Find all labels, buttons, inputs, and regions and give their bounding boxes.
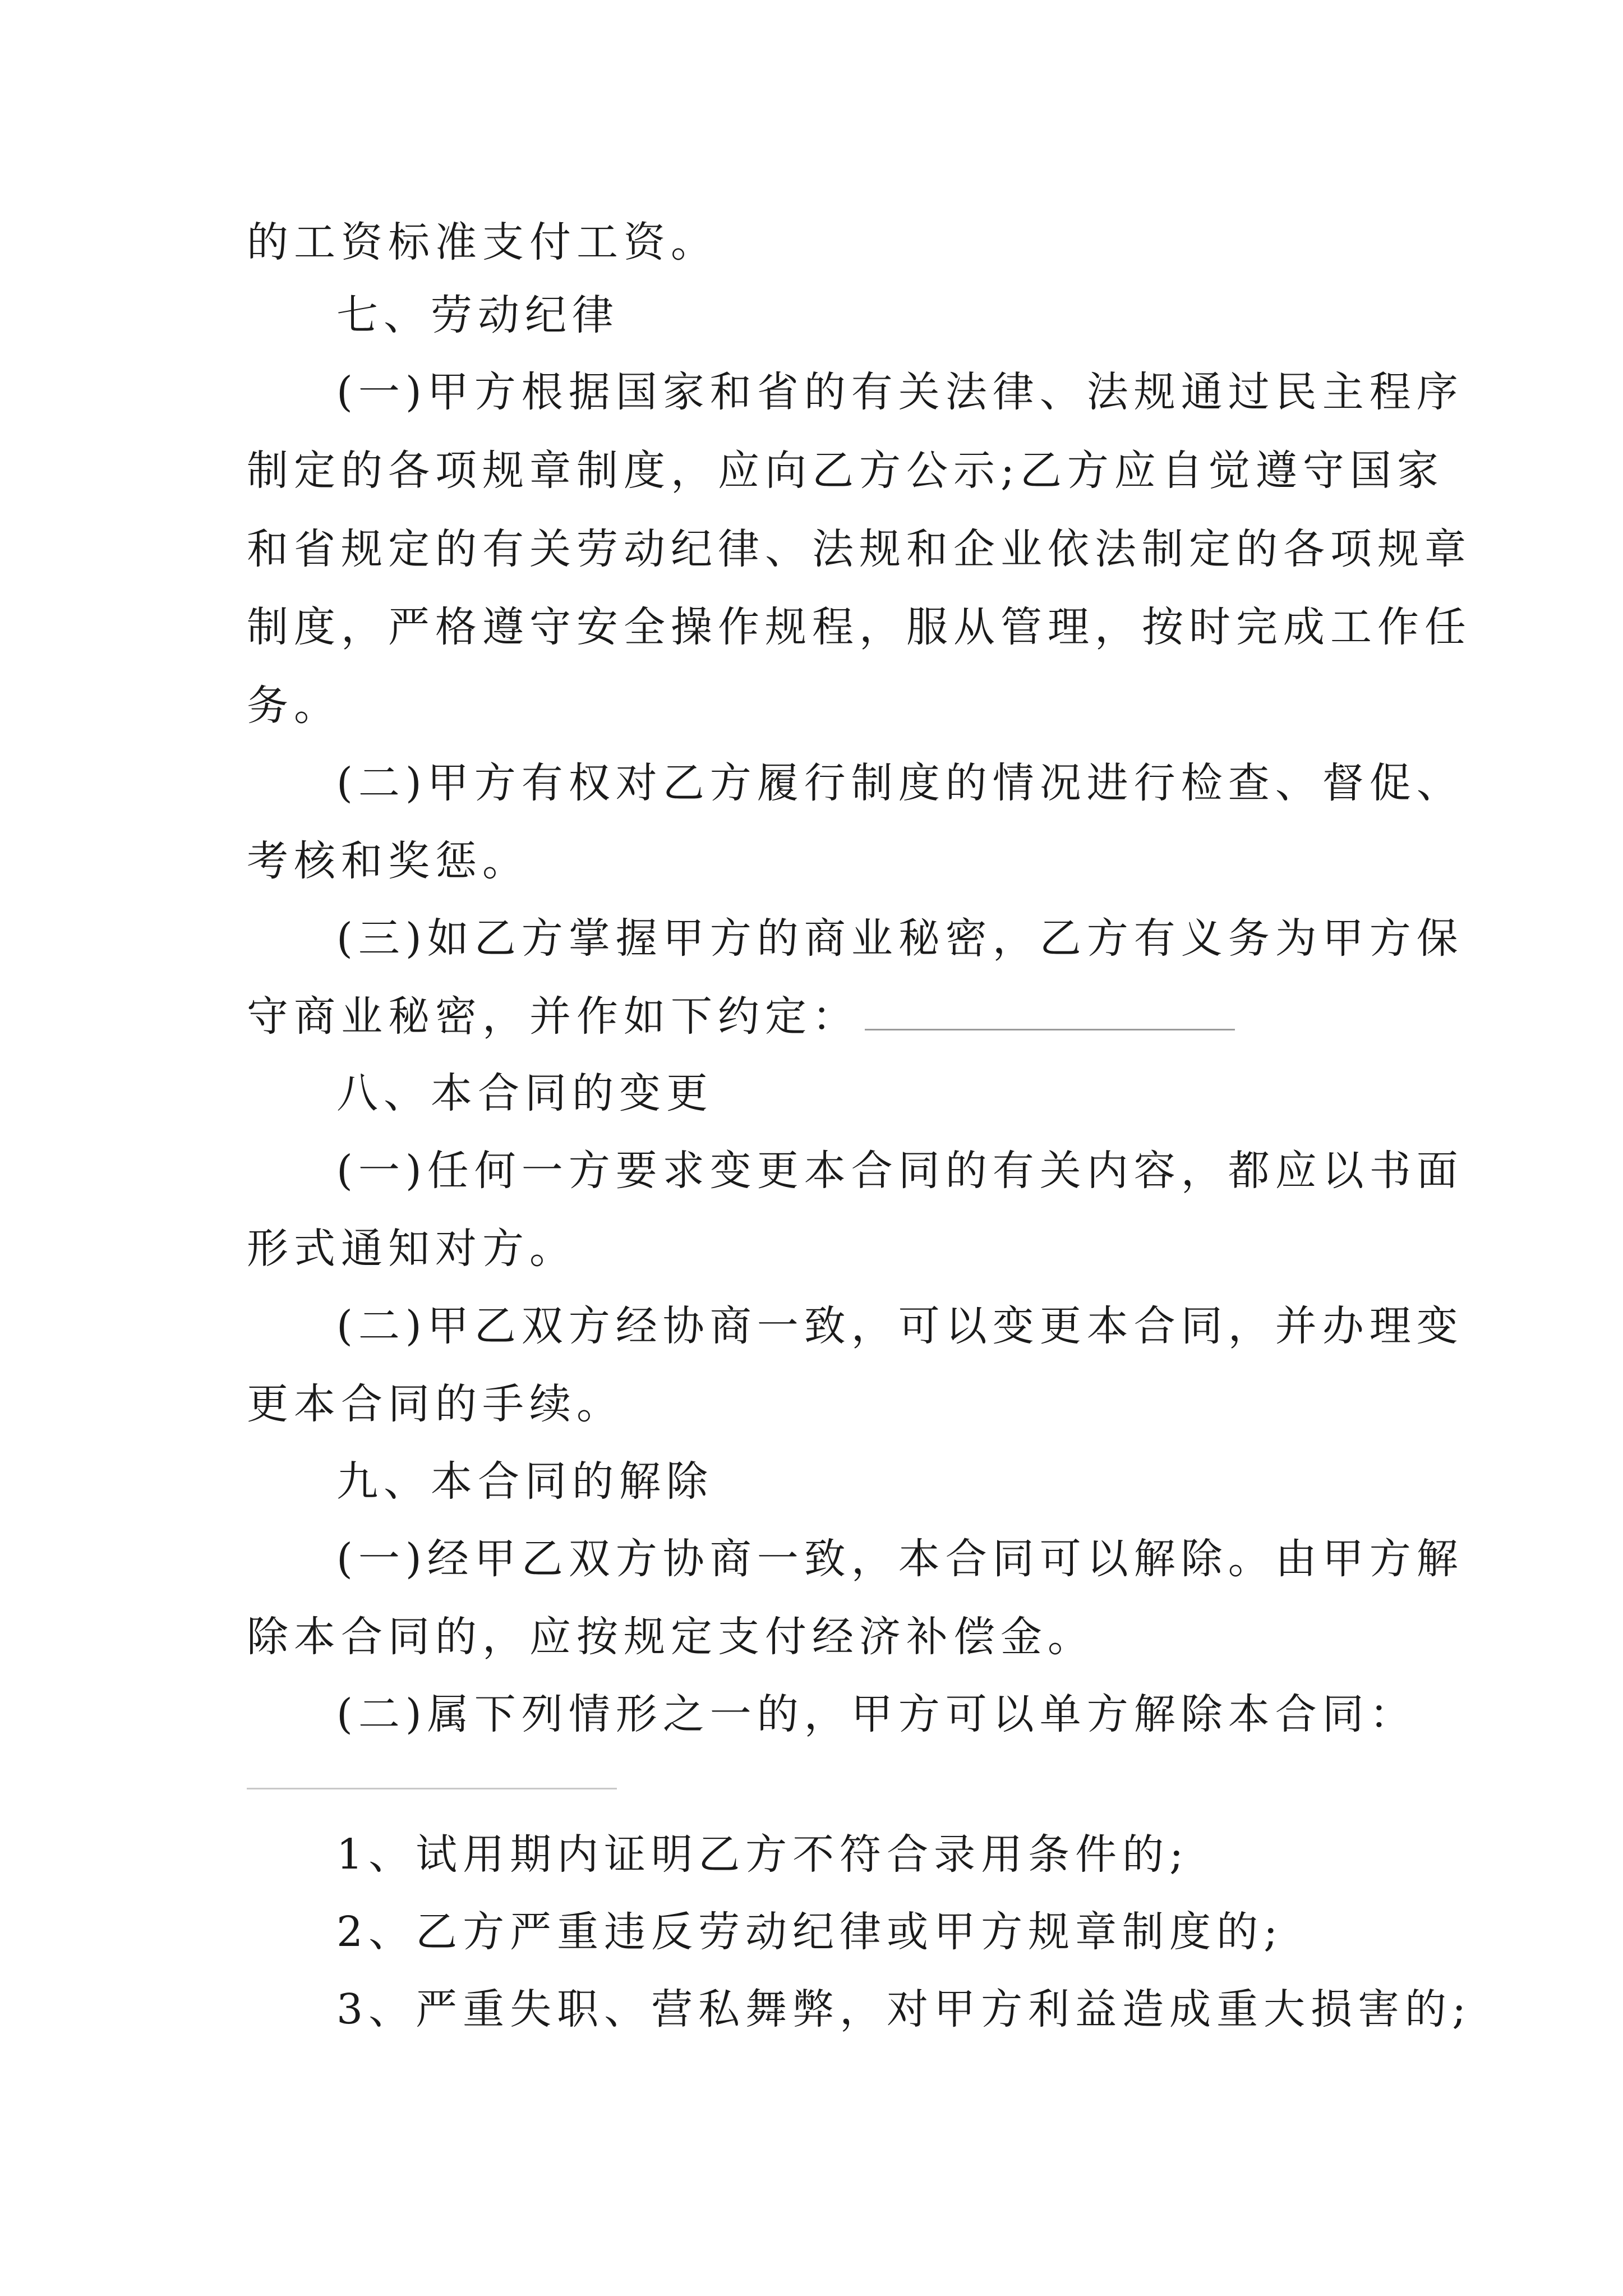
- paragraph-text: 守商业秘密，并作如下约定：: [247, 992, 859, 1041]
- paragraph-line: 务。: [247, 682, 341, 730]
- page-break-rule: [247, 1788, 617, 1789]
- list-item: 2、乙方严重违反劳动纪律或甲方规章制度的;: [336, 1908, 1284, 1956]
- section-heading-contract-termination: 九、本合同的解除: [336, 1457, 713, 1506]
- paragraph-line: 制定的各项规章制度，应向乙方公示;乙方应自觉遵守国家: [247, 447, 1444, 495]
- paragraph-line: (三)如乙方掌握甲方的商业秘密，乙方有义务为甲方保: [336, 914, 1464, 963]
- paragraph-line: 考核和奖惩。: [247, 837, 529, 885]
- paragraph-line: 除本合同的，应按规定支付经济补偿金。: [247, 1613, 1095, 1661]
- paragraph-line: (二)甲方有权对乙方履行制度的情况进行检查、督促、: [336, 759, 1464, 807]
- paragraph-line: 的工资标准支付工资。: [247, 218, 718, 266]
- paragraph-line-with-blank: [247, 988, 1235, 1045]
- list-item: 1、试用期内证明乙方不符合录用条件的;: [336, 1830, 1189, 1879]
- paragraph-line: 更本合同的手续。: [247, 1380, 624, 1428]
- paragraph-line: (一)任何一方要求变更本合同的有关内容，都应以书面: [336, 1147, 1464, 1195]
- paragraph-line: 形式通知对方。: [247, 1225, 577, 1273]
- paragraph-line: (一)甲方根据国家和省的有关法律、法规通过民主程序: [336, 368, 1464, 416]
- paragraph-line: (二)甲乙双方经协商一致，可以变更本合同，并办理变: [336, 1302, 1464, 1350]
- section-heading-contract-change: 八、本合同的变更: [336, 1069, 713, 1117]
- paragraph-line: 和省规定的有关劳动纪律、法规和企业依法制定的各项规章: [247, 525, 1472, 573]
- paragraph-line: (一)经甲乙双方协商一致，本合同可以解除。由甲方解: [336, 1535, 1464, 1583]
- paragraph-line: 制度，严格遵守安全操作规程，服从管理，按时完成工作任: [247, 603, 1472, 651]
- paragraph-line: (二)属下列情形之一的，甲方可以单方解除本合同：: [336, 1690, 1417, 1738]
- fill-in-blank-line: [865, 1027, 1235, 1030]
- list-item: 3、严重失职、营私舞弊，对甲方利益造成重大损害的;: [336, 1985, 1472, 2033]
- section-heading-labor-discipline: 七、劳动纪律: [336, 291, 619, 339]
